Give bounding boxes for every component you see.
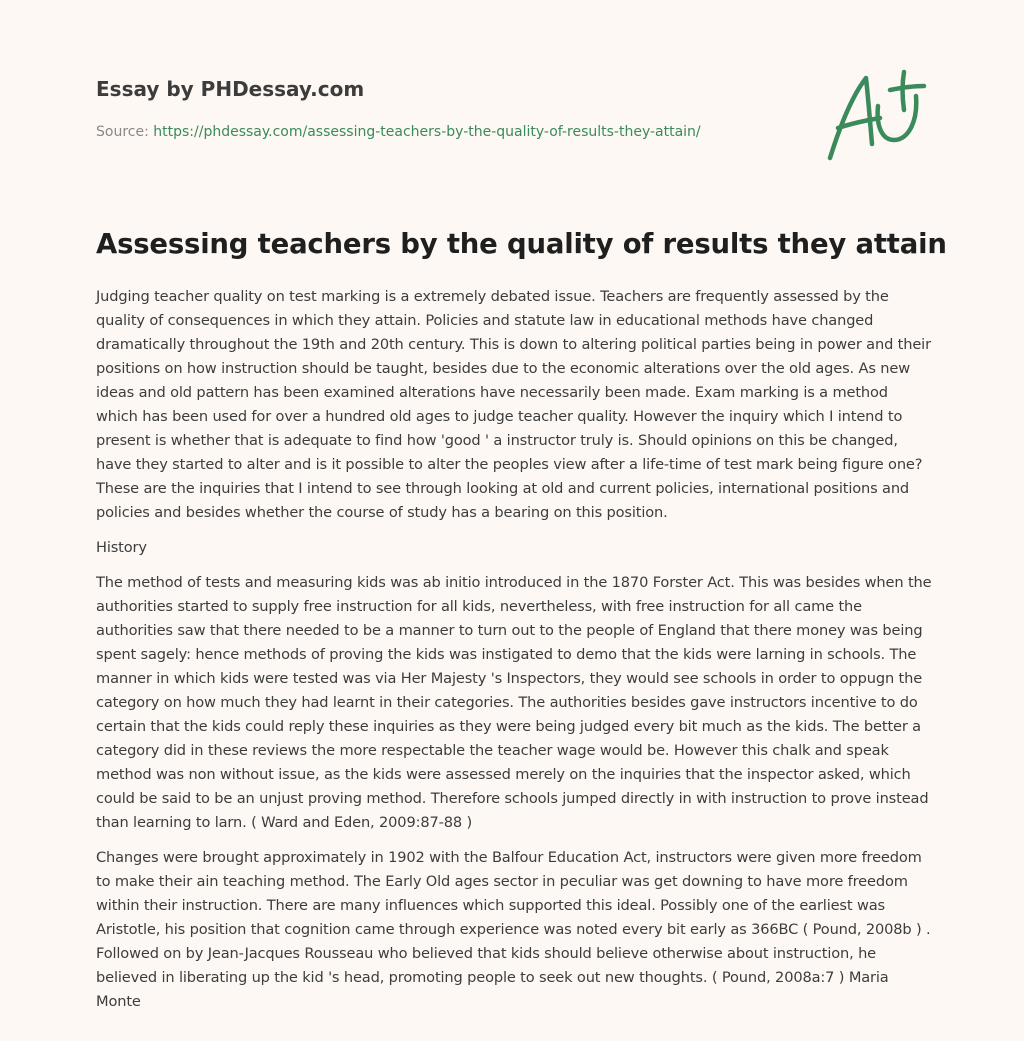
a-plus-grade-icon	[822, 66, 932, 166]
essay-paragraph: The method of tests and measuring kids was ab initio introduced in the 1870 Forster Act. This was besides when the authorities started to supply free instruction for all kids, nevertheless, with free instruction for all came the authorities saw that there needed to be a manner to turn out to the people of England that there money was being spent sagely: hence methods of proving the kids was instigated to demo that the kids were larning in schools. The manner in which kids were tested was via Her Majesty 's Inspectors, they would see schools in order to oppugn the category on how much they had learnt in their categories. The authorities besides gave instructors incentive to do certain that the kids could reply these inquiries as they were being judged every bit much as the kids. The better a category did in these reviews the more respectable the teacher wage would be. However this chalk and speak method was non without issue, as the kids were assessed merely on the inquiries that the inspector asked, which could be said to be an unjust proving method. Therefore schools jumped directly in with instruction to prove instead than learning to larn. ( Ward and Eden, 2009:87-88 )	[96, 574, 932, 831]
brand-title: Essay by PHDessay.com	[96, 77, 365, 101]
section-heading-history: History	[96, 539, 147, 556]
essay-paragraph: Changes were brought approximately in 1902 with the Balfour Education Act, instructors were given more freedom to make their ain teaching method. The Early Old ages sector in peculiar was get downing to have more freedom within their instruction. There are many influences which supported this ideal. Possibly one of the earliest was Aristotle, his position that cognition came through experience was noted every bit early as 366BC ( Pound, 2008b ) . Followed on by Jean-Jacques Rousseau who believed that kids should believe otherwise about instruction, he believed in liberating up the kid 's head, promoting people to seek out new thoughts. ( Pound, 2008a:7 ) Maria Monte	[96, 849, 931, 1010]
source-label: Source:	[96, 124, 149, 140]
essay-body	[96, 285, 932, 1025]
source-link[interactable]: https://phdessay.com/assessing-teachers-by-the-quality-of-results-they-attain/	[153, 124, 701, 140]
essay-title: Assessing teachers by the quality of results they attain	[96, 228, 947, 260]
source-line	[96, 124, 701, 140]
essay-paragraph: Judging teacher quality on test marking is a extremely debated issue. Teachers are frequently assessed by the quality of consequences in which they attain. Policies and statute law in educational methods have changed dramatically throughout the 19th and 20th century. This is down to altering political parties being in power and their positions on how instruction should be taught, besides due to the economic alterations over the old ages. As new ideas and old pattern has been examined alterations have necessarily been made. Exam marking is a method which has been used for over a hundred old ages to judge teacher quality. However the inquiry which I intend to present is whether that is adequate to find how 'good ' a instructor truly is. Should opinions on this be changed, have they started to alter and is it possible to alter the peoples view after a life-time of test mark being figure one? These are the inquiries that I intend to see through looking at old and current policies, international positions and policies and besides whether the course of study has a bearing on this position.	[96, 288, 931, 521]
